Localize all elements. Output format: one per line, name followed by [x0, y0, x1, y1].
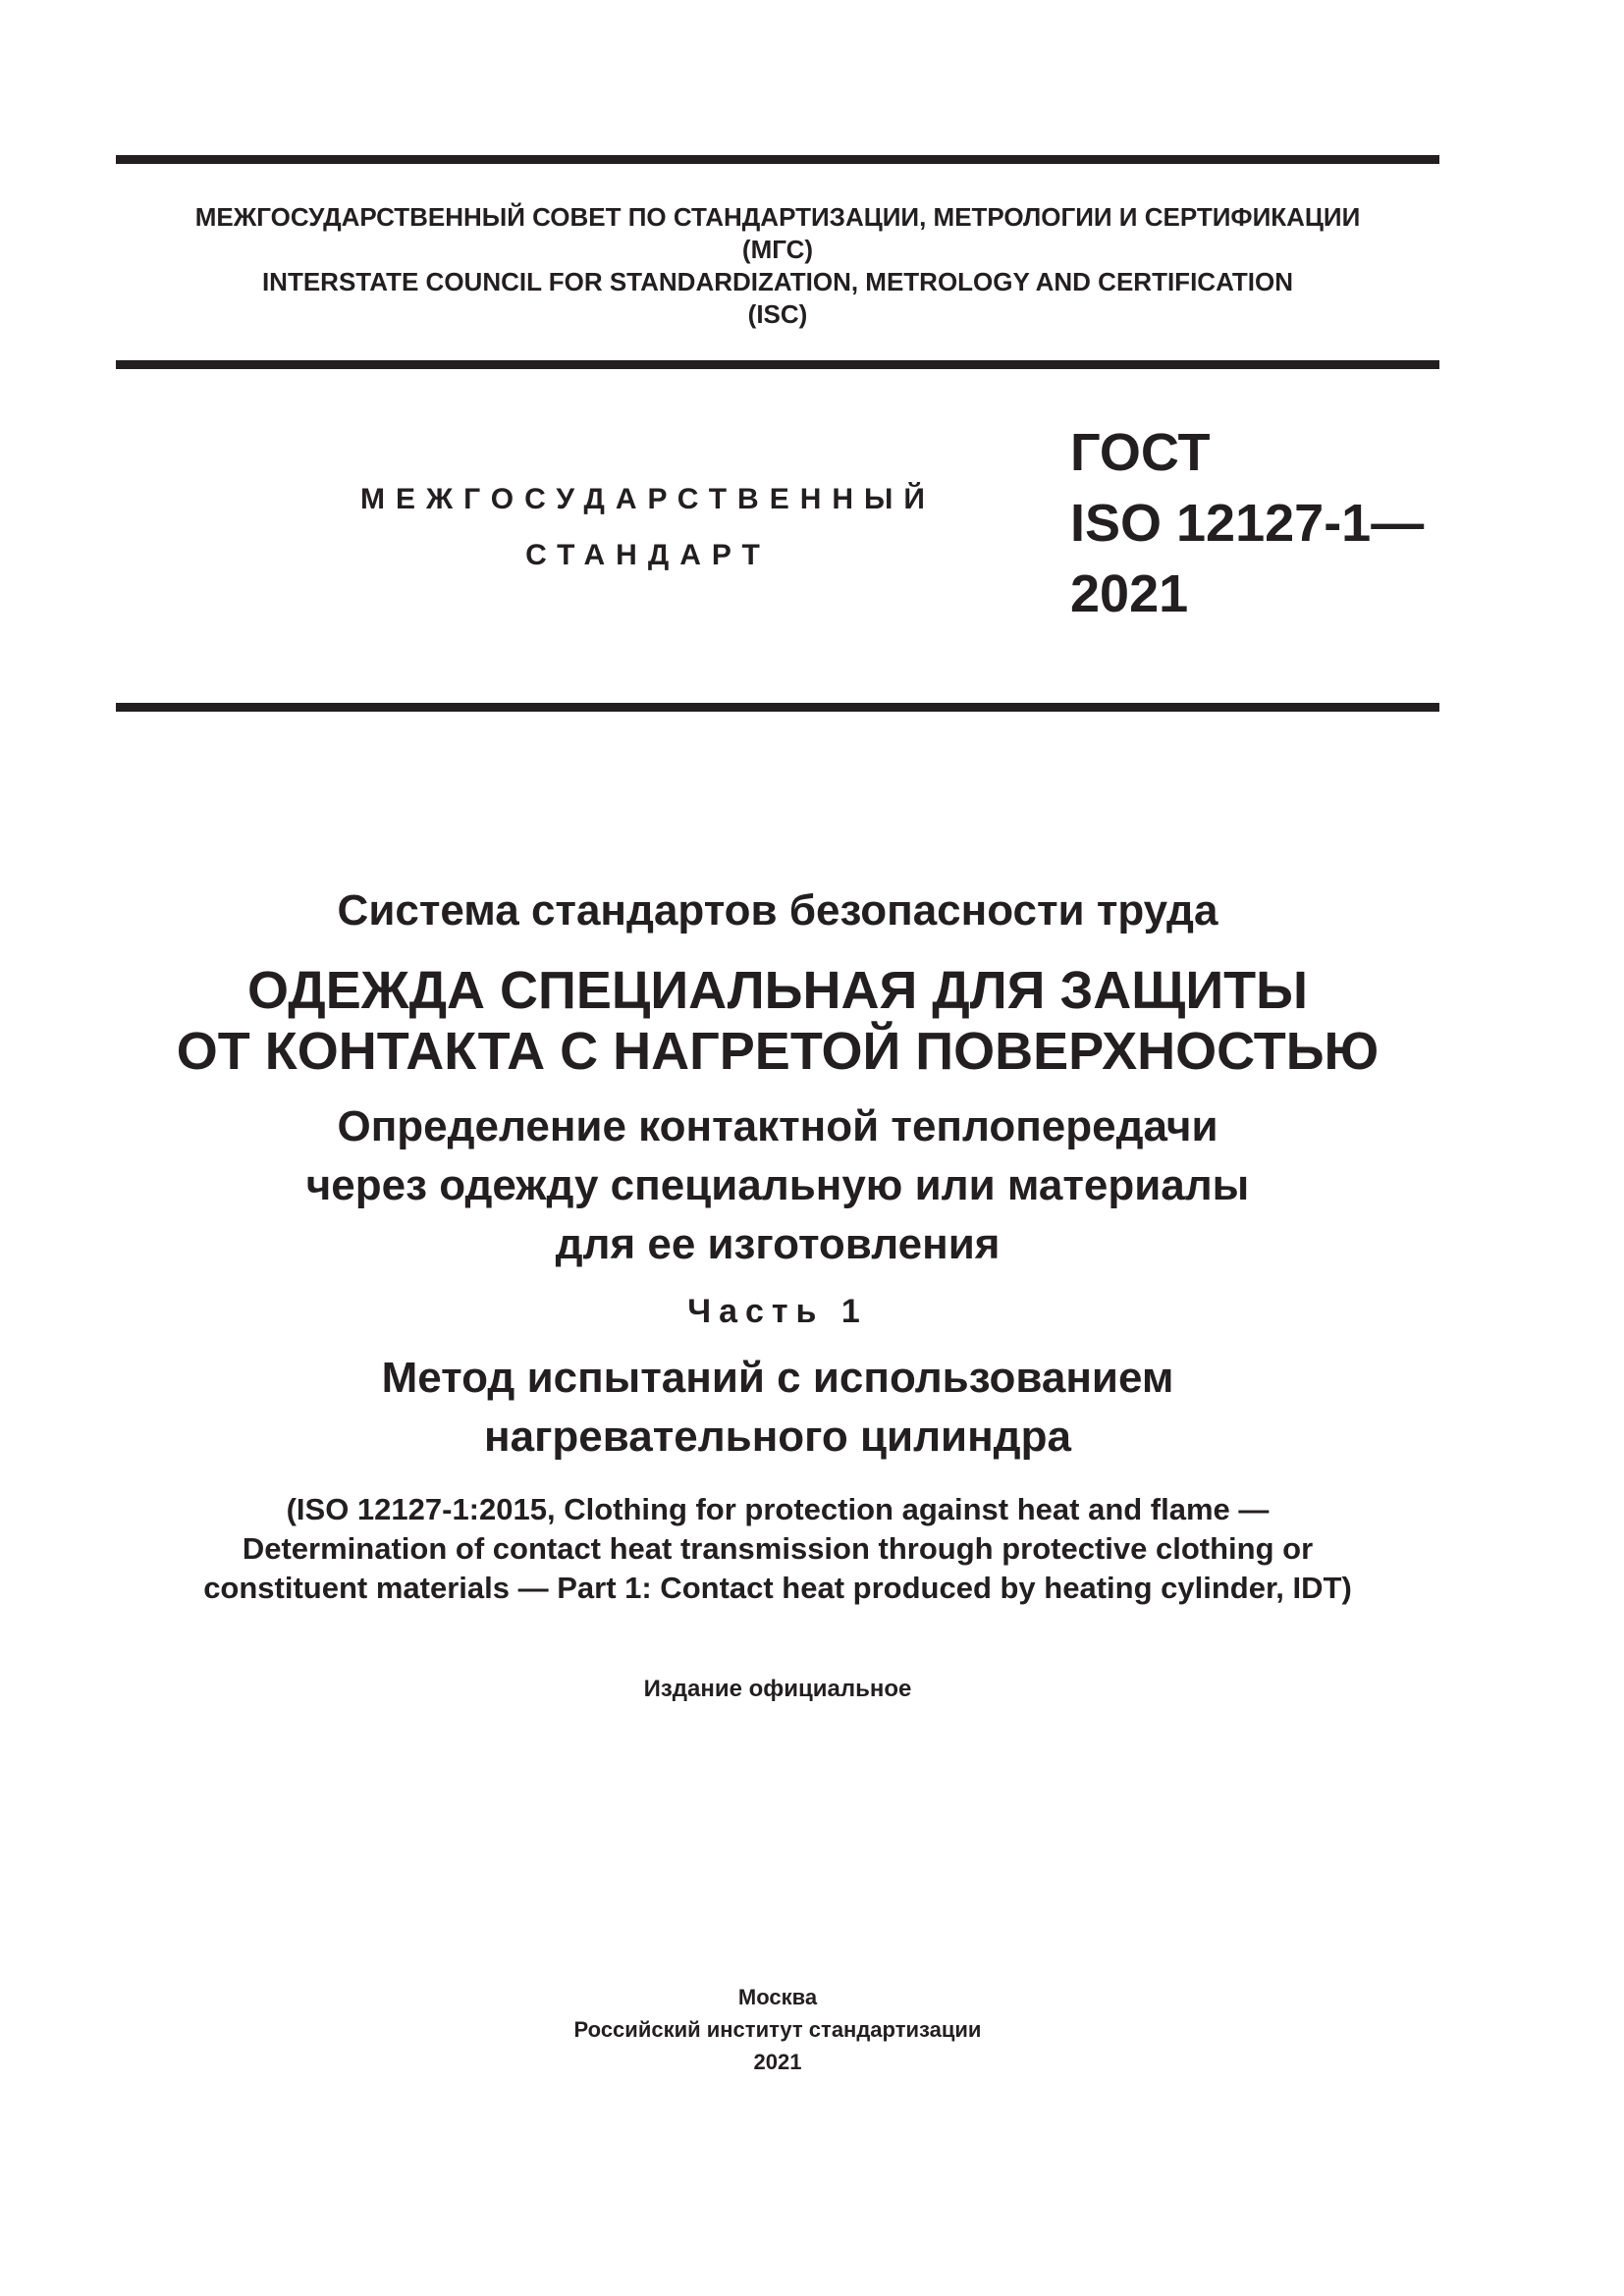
council-block	[116, 201, 1439, 331]
iso-reference-line: Determination of contact heat transmission through protective clothing or	[242, 1531, 1314, 1566]
subtitle-line: через одежду специальную или материалы	[305, 1161, 1250, 1209]
imprint-block	[116, 1981, 1439, 2078]
standard-kind-line2: СТАНДАРТ	[525, 539, 771, 571]
council-abbr-ru: (МГС)	[741, 235, 814, 264]
subtitle-line: для ее изготовления	[555, 1220, 1001, 1268]
imprint-city: Москва	[737, 1985, 818, 2009]
main-title-line: ОДЕЖДА СПЕЦИАЛЬНАЯ ДЛЯ ЗАЩИТЫ	[247, 961, 1308, 1020]
council-bottom-rule	[116, 360, 1439, 369]
series-title: Система стандартов безопасности труда	[337, 886, 1218, 934]
designation-line1: ГОСТ	[1070, 423, 1211, 482]
standard-kind-line1: МЕЖГОСУДАРСТВЕННЫЙ	[360, 483, 936, 515]
main-title-line: ОТ КОНТАКТА С НАГРЕТОЙ ПОВЕРХНОСТЬЮ	[176, 1022, 1380, 1081]
part-title-line: нагревательного цилиндра	[484, 1413, 1071, 1461]
edition-note: Издание официальное	[643, 1676, 912, 1702]
title-block	[116, 883, 1439, 1704]
standard-kind-block	[255, 471, 1041, 583]
council-name-ru: МЕЖГОСУДАРСТВЕННЫЙ СОВЕТ ПО СТАНДАРТИЗАЦИИ, МЕТРОЛОГИИ И СЕРТИФИКАЦИИ	[194, 202, 1361, 232]
imprint-publisher: Российский институт стандартизации	[573, 2017, 982, 2042]
part-title	[116, 1349, 1439, 1467]
iso-reference-line: constituent materials — Part 1: Contact heat produced by heating cylinder, IDT)	[203, 1571, 1352, 1605]
designation-line2: ISO 12127-1—	[1070, 494, 1425, 553]
designation-line3: 2021	[1070, 564, 1189, 623]
part-number: Часть 1	[687, 1293, 868, 1330]
top-rule	[116, 155, 1439, 164]
council-name-en: INTERSTATE COUNCIL FOR STANDARDIZATION, METROLOGY AND CERTIFICATION	[261, 267, 1294, 296]
subtitle-line: Определение контактной теплопередачи	[337, 1102, 1218, 1150]
standard-designation	[1070, 417, 1424, 629]
iso-reference	[116, 1490, 1439, 1608]
iso-reference-line: (ISO 12127-1:2015, Clothing for protection against heat and flame —	[286, 1492, 1270, 1526]
designation-bottom-rule	[116, 703, 1439, 712]
main-title	[116, 960, 1439, 1082]
subtitle	[116, 1097, 1439, 1274]
council-abbr-en: (ISC)	[747, 299, 808, 329]
part-title-line: Метод испытаний с использованием	[381, 1354, 1174, 1402]
imprint-year: 2021	[753, 2050, 802, 2074]
